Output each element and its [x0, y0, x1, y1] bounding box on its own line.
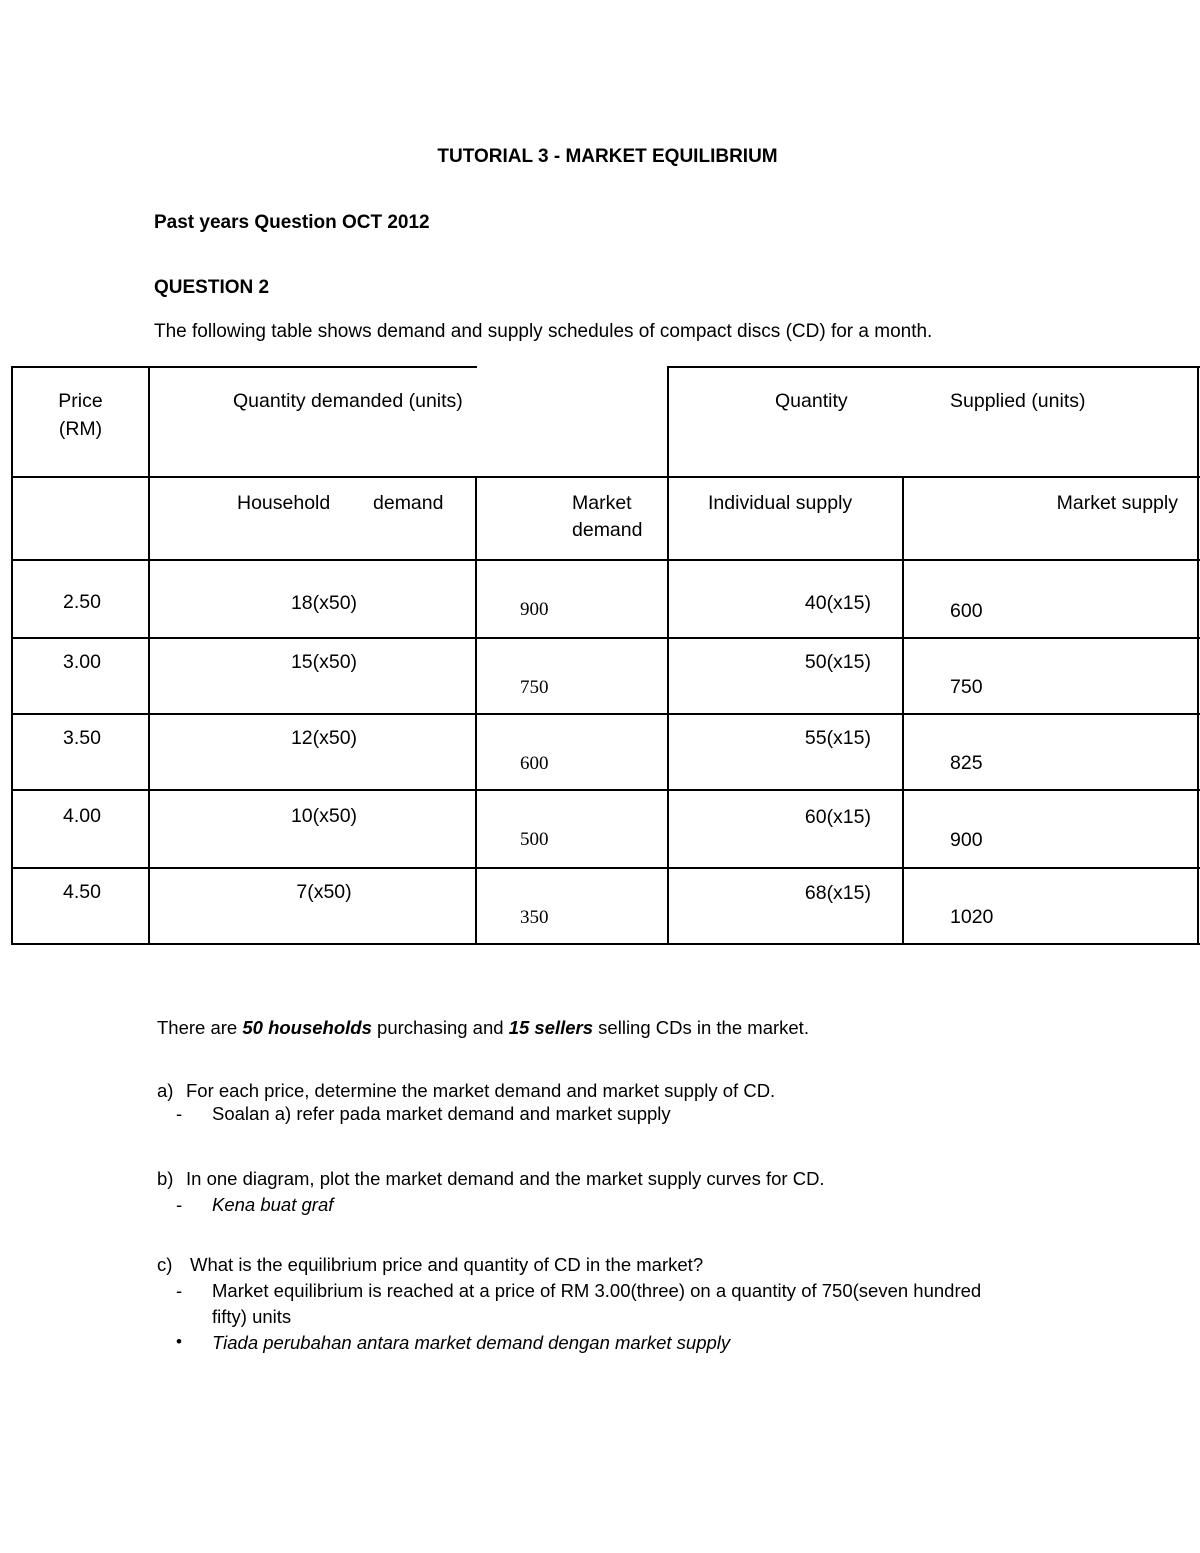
header-individual-supply: Individual supply — [708, 492, 853, 514]
table-border — [11, 476, 1200, 478]
household-cell: 7(x50) — [296, 881, 352, 903]
individual-supply-cell: 55(x15) — [804, 727, 871, 749]
household-cell: 12(x50) — [290, 727, 358, 749]
answer-text: Kena buat graf — [212, 1194, 334, 1215]
market-demand-cell: 500 — [520, 829, 549, 850]
question-text: What is the equilibrium price and quantity of CD in the market? — [190, 1254, 704, 1275]
header-price: Price — [58, 390, 103, 412]
question-label: c) — [157, 1254, 173, 1275]
price-cell: 3.00 — [63, 651, 101, 673]
answer-text: Market equilibrium is reached at a price of RM 3.00(three) on a quantity of 750(seven hundred — [212, 1280, 982, 1301]
header-quantity: Quantity — [775, 390, 848, 412]
market-demand-cell: 350 — [520, 907, 549, 928]
subtitle: Past years Question OCT 2012 — [154, 212, 430, 233]
answer-marker: - — [176, 1103, 183, 1124]
price-cell: 4.00 — [63, 805, 101, 827]
table-border — [11, 789, 1200, 791]
header-market: Market — [572, 492, 632, 514]
header-market-demand: demand — [572, 519, 643, 541]
market-supply-cell: 600 — [950, 600, 983, 622]
answer-text: Soalan a) refer pada market demand and market supply — [212, 1103, 671, 1124]
header-quantity-demanded: Quantity demanded (units) — [233, 390, 463, 412]
individual-supply-cell: 68(x15) — [804, 882, 871, 904]
table-border — [11, 559, 1200, 561]
market-supply-cell: 750 — [950, 676, 983, 698]
market-supply-cell: 825 — [950, 752, 983, 774]
household-cell: 15(x50) — [290, 651, 358, 673]
individual-supply-cell: 40(x15) — [804, 592, 871, 614]
table-border — [11, 943, 1200, 945]
header-price-unit: (RM) — [58, 418, 103, 440]
table-border — [902, 476, 904, 945]
table-border — [11, 867, 1200, 869]
table-border — [1197, 366, 1199, 945]
market-supply-cell: 900 — [950, 829, 983, 851]
header-household: Household — [237, 492, 331, 514]
page-title: TUTORIAL 3 - MARKET EQUILIBRIUM — [437, 146, 778, 167]
question-label: b) — [157, 1168, 174, 1189]
household-cell: 18(x50) — [290, 592, 358, 614]
intro-text: The following table shows demand and supply schedules of compact discs (CD) for a month. — [154, 321, 933, 342]
answer-marker: - — [176, 1194, 183, 1215]
question-label: a) — [157, 1080, 174, 1101]
table-border — [11, 713, 1200, 715]
answer-text-continued: fifty) units — [212, 1306, 292, 1327]
market-demand-cell: 900 — [520, 599, 549, 620]
table-border — [11, 366, 477, 368]
header-household-demand: demand — [373, 492, 444, 514]
bullet-icon: • — [176, 1332, 182, 1351]
question-heading: QUESTION 2 — [154, 277, 270, 298]
market-supply-cell: 1020 — [950, 906, 994, 928]
households-sellers-note: There are 50 households purchasing and 15 sellers selling CDs in the market. — [157, 1017, 809, 1038]
price-cell: 2.50 — [63, 591, 101, 613]
individual-supply-cell: 60(x15) — [804, 806, 871, 828]
table-border — [668, 366, 1200, 368]
question-text: For each price, determine the market demand and market supply of CD. — [186, 1080, 776, 1101]
market-demand-cell: 750 — [520, 677, 549, 698]
table-border — [11, 637, 1200, 639]
household-cell: 10(x50) — [290, 805, 358, 827]
price-cell: 4.50 — [63, 881, 101, 903]
price-cell: 3.50 — [63, 727, 101, 749]
question-text: In one diagram, plot the market demand and the market supply curves for CD. — [186, 1168, 825, 1189]
answer-marker: - — [176, 1280, 183, 1301]
table-border — [667, 366, 669, 945]
answer-text: Tiada perubahan antara market demand dengan market supply — [212, 1332, 731, 1353]
individual-supply-cell: 50(x15) — [804, 651, 871, 673]
table-border — [475, 476, 477, 945]
header-supplied: Supplied (units) — [950, 390, 1086, 412]
header-market-supply: Market supply — [1056, 492, 1178, 514]
market-demand-cell: 600 — [520, 753, 549, 774]
